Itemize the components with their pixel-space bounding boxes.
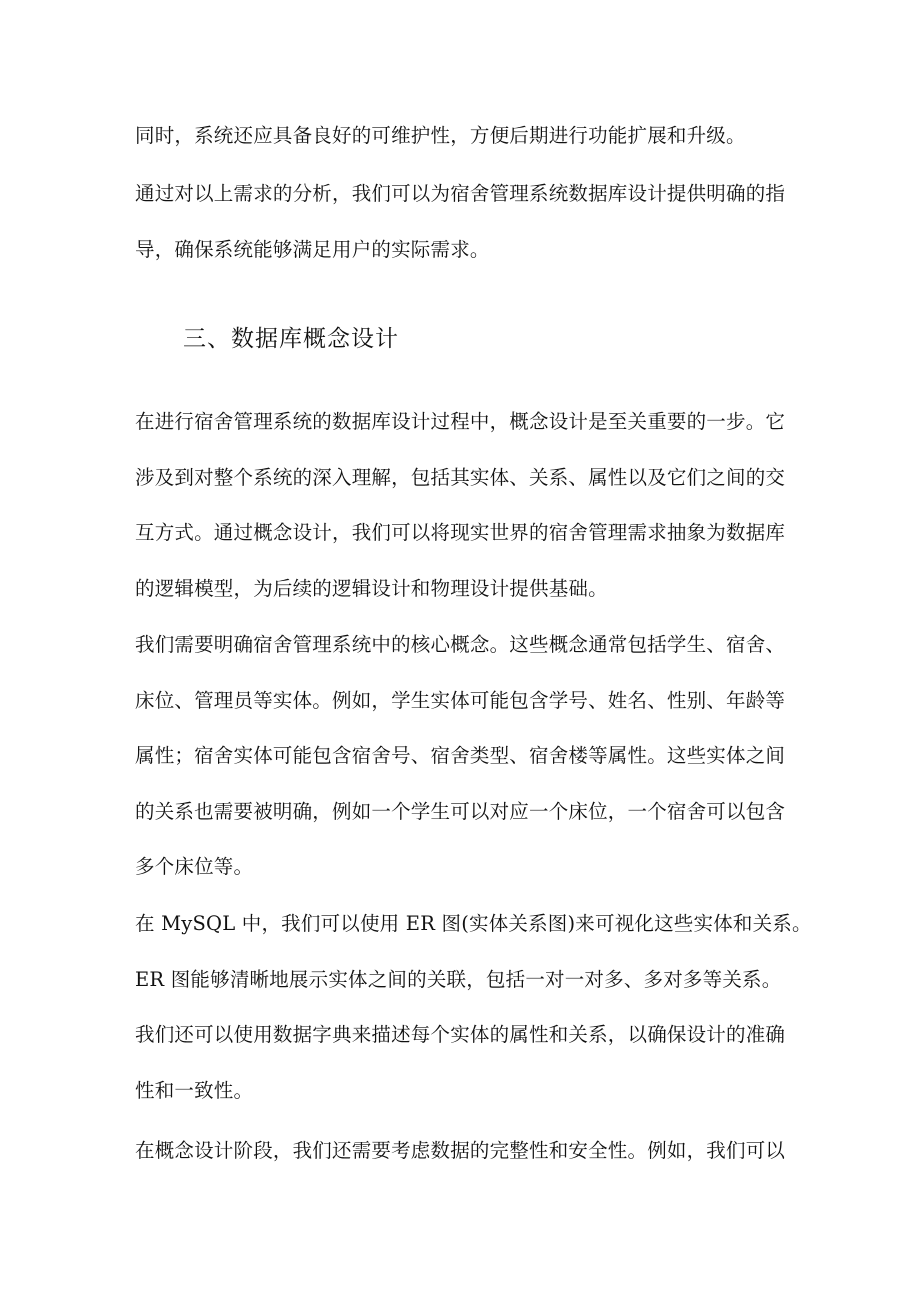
text-line: 床位、管理员等实体。例如，学生实体可能包含学号、姓名、性别、年龄等 <box>135 689 786 712</box>
text-line: 导，确保系统能够满足用户的实际需求。 <box>135 238 490 261</box>
text-line: 多个床位等。 <box>135 855 254 878</box>
text-line: 我们还可以使用数据字典来描述每个实体的属性和关系，以确保设计的准确 <box>135 1023 786 1046</box>
text-line: 性和一致性。 <box>135 1079 254 1102</box>
text-line: 通过对以上需求的分析，我们可以为宿舍管理系统数据库设计提供明确的指 <box>135 182 786 205</box>
text-line: 的关系也需要被明确，例如一个学生可以对应一个床位，一个宿舍可以包含 <box>135 800 786 823</box>
section-heading: 三、数据库概念设计 <box>183 326 399 352</box>
text-line: 在 MySQL 中，我们可以使用 ER 图(实体关系图)来可视化这些实体和关系。 <box>135 912 812 935</box>
text-line: ER 图能够清晰地展示实体之间的关联，包括一对一对多、多对多等关系。 <box>135 968 782 991</box>
text-line: 互方式。通过概念设计，我们可以将现实世界的宿舍管理需求抽象为数据库 <box>135 521 786 544</box>
text-line: 同时，系统还应具备良好的可维护性，方便后期进行功能扩展和升级。 <box>135 124 746 147</box>
text-line: 属性；宿舍实体可能包含宿舍号、宿舍类型、宿舍楼等属性。这些实体之间 <box>135 744 786 767</box>
text-line: 在概念设计阶段，我们还需要考虑数据的完整性和安全性。例如，我们可以 <box>135 1139 786 1162</box>
text-line: 的逻辑模型，为后续的逻辑设计和物理设计提供基础。 <box>135 577 608 600</box>
text-line: 涉及到对整个系统的深入理解，包括其实体、关系、属性以及它们之间的交 <box>135 466 786 489</box>
text-line: 我们需要明确宿舍管理系统中的核心概念。这些概念通常包括学生、宿舍、 <box>135 633 786 656</box>
text-line: 在进行宿舍管理系统的数据库设计过程中，概念设计是至关重要的一步。它 <box>135 410 786 433</box>
